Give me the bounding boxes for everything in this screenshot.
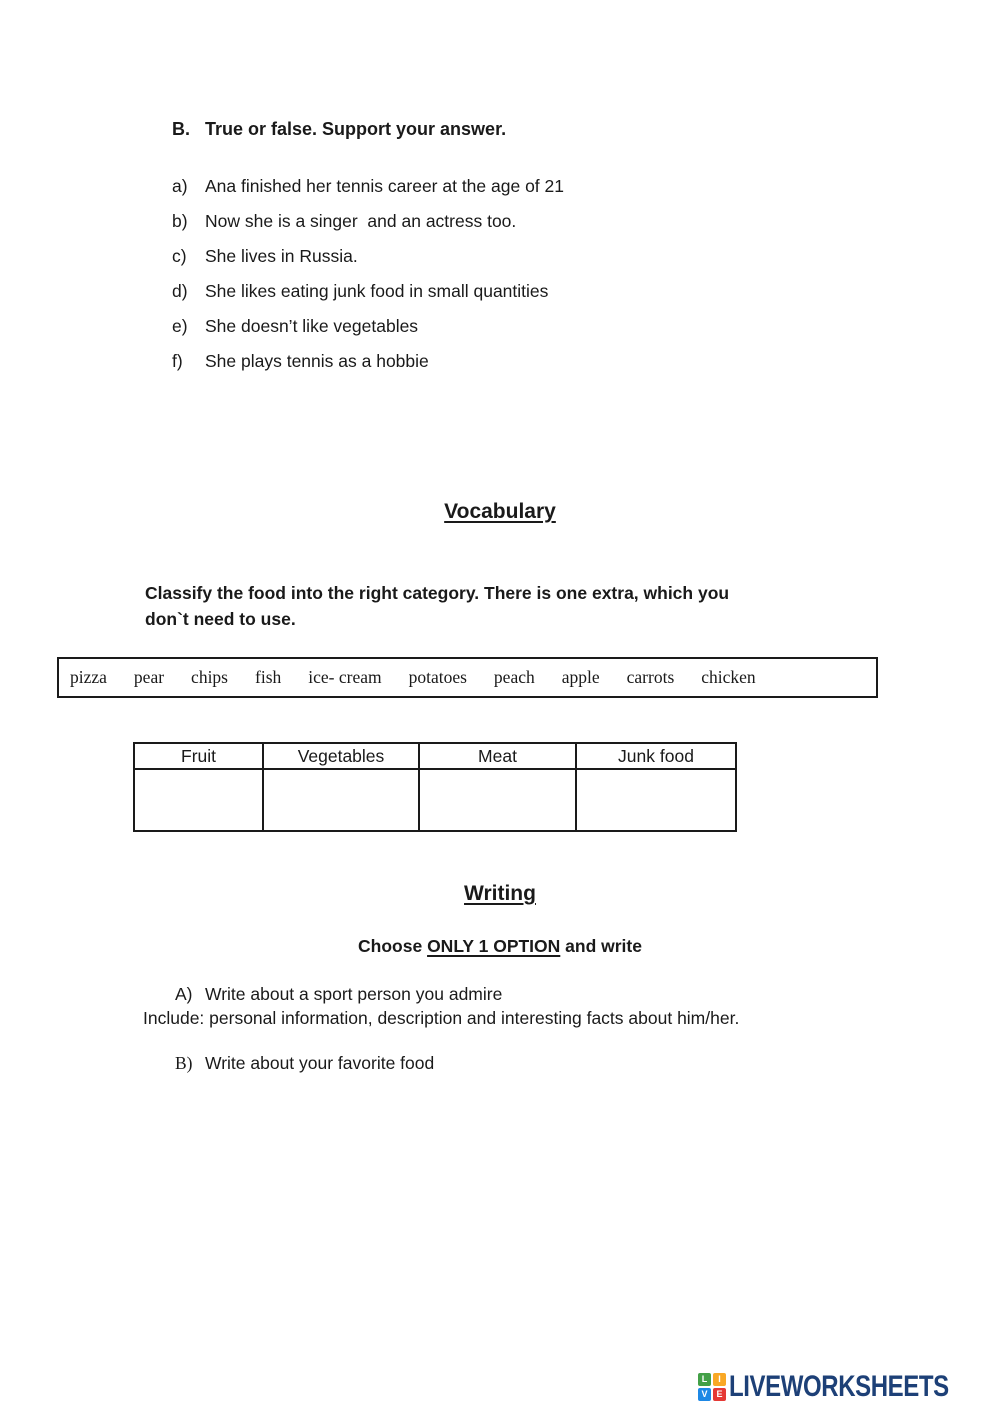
word-bank-word: potatoes	[408, 667, 467, 687]
word-bank-box	[57, 657, 878, 698]
list-item-text: She plays tennis as a hobbie	[205, 351, 429, 371]
list-item	[172, 351, 932, 372]
table-row	[134, 769, 736, 831]
liveworksheets-grid-icon	[698, 1373, 726, 1401]
writing-title	[0, 882, 1000, 906]
table-header-vegetables: Vegetables	[263, 743, 419, 769]
list-item-text: She doesn’t like vegetables	[205, 316, 419, 336]
section-b-heading-text: True or false. Support your answer.	[205, 119, 507, 139]
word-bank-word: ice- cream	[308, 667, 382, 687]
liveworksheets-logo[interactable]	[698, 1370, 1000, 1404]
list-item-letter: e)	[172, 316, 188, 336]
option-a-text: Write about a sport person you admire	[205, 984, 503, 1004]
choose-prefix: Choose	[358, 936, 428, 956]
vocabulary-title-text: Vocabulary	[444, 500, 556, 523]
option-b-letter: B)	[175, 1053, 193, 1073]
list-item-text: Ana finished her tennis career at the age of 21	[205, 176, 564, 196]
option-b-text: Write about your favorite food	[205, 1053, 435, 1073]
answer-cell-fruit[interactable]	[134, 769, 263, 831]
logo-square-e: E	[713, 1388, 726, 1401]
word-bank-word: carrots	[626, 667, 675, 687]
word-bank-word: chicken	[701, 667, 756, 687]
option-a-include-note: Include: personal information, description and interesting facts about him/her.	[143, 1008, 740, 1028]
list-item-text: Now she is a singer and an actress too.	[205, 211, 517, 231]
choose-underlined: ONLY 1 OPTION	[427, 936, 561, 956]
list-item	[172, 281, 932, 302]
vocabulary-instruction-line1: Classify the food into the right category. There is one extra, which you	[145, 583, 730, 603]
word-bank-word: chips	[191, 667, 228, 687]
list-item-letter: f)	[172, 351, 183, 371]
option-a-letter: A)	[175, 984, 193, 1004]
answer-cell-junk-food[interactable]	[576, 769, 736, 831]
answer-cell-vegetables[interactable]	[263, 769, 419, 831]
writing-title-text: Writing	[464, 882, 536, 905]
vocabulary-instruction	[145, 580, 865, 632]
choose-suffix: and write	[560, 936, 642, 956]
logo-square-i: I	[713, 1373, 726, 1386]
table-header-fruit: Fruit	[134, 743, 263, 769]
table-header-junk-food: Junk food	[576, 743, 736, 769]
list-item-text: She likes eating junk food in small quantities	[205, 281, 549, 301]
list-item	[172, 176, 932, 197]
list-item-letter: b)	[172, 211, 188, 231]
list-item	[172, 211, 932, 232]
logo-square-v: V	[698, 1388, 711, 1401]
writing-choose-line	[0, 936, 1000, 957]
list-item-text: She lives in Russia.	[205, 246, 358, 266]
table-header-row	[134, 743, 736, 769]
table-header-meat: Meat	[419, 743, 576, 769]
word-bank-word: pizza	[70, 667, 107, 687]
logo-square-l: L	[698, 1373, 711, 1386]
liveworksheets-wordmark: LIVEWORKSHEETS	[729, 1370, 949, 1403]
list-item	[172, 246, 932, 267]
classification-table	[133, 742, 737, 832]
list-item-letter: c)	[172, 246, 187, 266]
vocabulary-instruction-line2: don`t need to use.	[145, 609, 296, 629]
writing-option-a	[175, 984, 935, 1005]
word-bank-word: pear	[133, 667, 165, 687]
answer-cell-meat[interactable]	[419, 769, 576, 831]
vocabulary-title	[0, 500, 1000, 524]
section-b-heading	[172, 119, 506, 140]
word-bank-word: apple	[561, 667, 600, 687]
section-b-heading-letter: B.	[172, 119, 190, 139]
list-item-letter: d)	[172, 281, 188, 301]
list-item-letter: a)	[172, 176, 188, 196]
list-item	[172, 316, 932, 337]
writing-option-b	[175, 1053, 935, 1074]
word-bank-word: fish	[255, 667, 282, 687]
word-bank-word: peach	[493, 667, 535, 687]
